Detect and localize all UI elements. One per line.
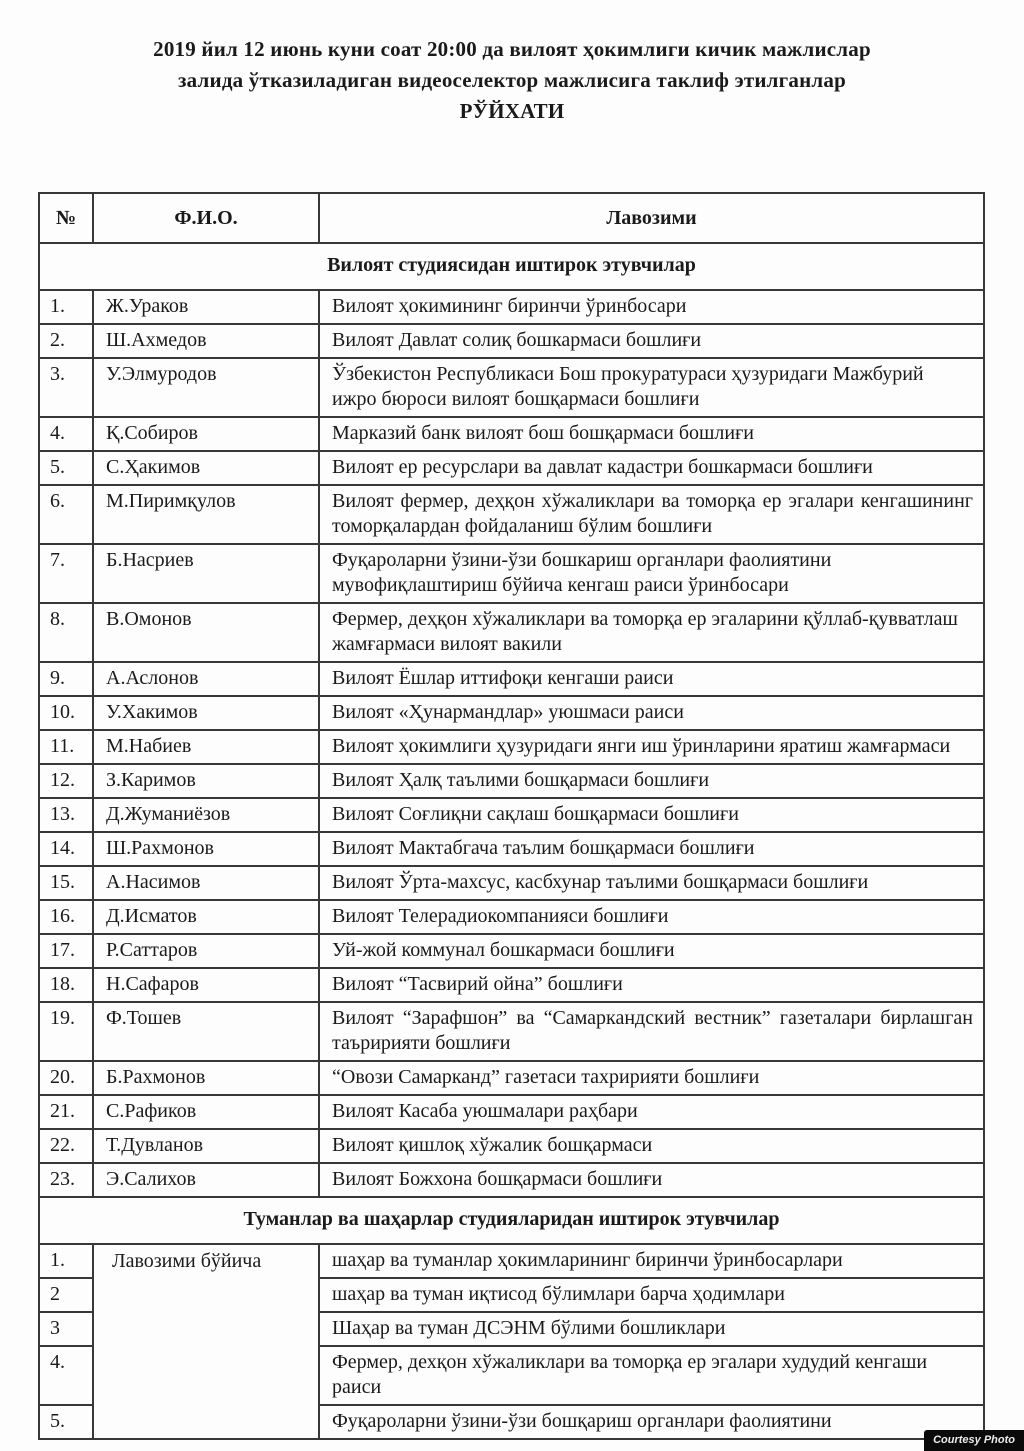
table-row: [39, 324, 984, 358]
person-name: Э.Салихов: [93, 1163, 319, 1197]
row-number: 1.: [39, 1244, 93, 1278]
position-text: Шаҳар ва туман ДСЭНМ бўлими бошликлари: [319, 1312, 984, 1346]
person-name: З.Каримов: [93, 764, 319, 798]
row-number: 4.: [39, 1346, 93, 1405]
row-number: 22.: [39, 1129, 93, 1163]
position-text: Вилоят Божхона бошқармаси бошлиғи: [319, 1163, 984, 1197]
row-number: 14.: [39, 832, 93, 866]
person-name: Б.Рахмонов: [93, 1061, 319, 1095]
row-number: 3.: [39, 358, 93, 417]
table-row: [39, 290, 984, 324]
table-row: [39, 1061, 984, 1095]
position-text: Вилоят Ўрта-махсус, касбхунар таълими бошқармаси бошлиғи: [319, 866, 984, 900]
table-row: [39, 730, 984, 764]
position-text: Фермер, деҳқон хўжаликлари ва томорқа ер эгаларини қўллаб-қувватлаш жамғармаси вилоят вакили: [319, 603, 984, 662]
table-row: [39, 1129, 984, 1163]
row-number: 13.: [39, 798, 93, 832]
row-number: 12.: [39, 764, 93, 798]
row-number: 8.: [39, 603, 93, 662]
person-name: Қ.Собиров: [93, 417, 319, 451]
document-title: [62, 34, 962, 127]
table-row: [39, 696, 984, 730]
table-row: [39, 832, 984, 866]
person-name: Ж.Ураков: [93, 290, 319, 324]
row-number: 7.: [39, 544, 93, 603]
row-number: 23.: [39, 1163, 93, 1197]
person-name: Ф.Тошев: [93, 1002, 319, 1061]
column-header-position: Лавозими: [319, 193, 984, 243]
position-text: Вилоят Давлат солиқ бошкармаси бошлиғи: [319, 324, 984, 358]
scanned-document-page: [0, 34, 1024, 1451]
person-name: Р.Саттаров: [93, 934, 319, 968]
person-name: С.Ҳакимов: [93, 451, 319, 485]
position-text: Вилоят Мактабгача таълим бошқармаси бошлиғи: [319, 832, 984, 866]
row-number: 9.: [39, 662, 93, 696]
table-row: [39, 1002, 984, 1061]
row-number: 5.: [39, 1405, 93, 1439]
person-name: Д.Исматов: [93, 900, 319, 934]
position-text: Фермер, дехқон хўжаликлари ва томорқа ер эгалари худудий кенгаши раиси: [319, 1346, 984, 1405]
table-row: [39, 798, 984, 832]
row-number: 2: [39, 1278, 93, 1312]
position-text: Уй-жой коммунал бошкармаси бошлиғи: [319, 934, 984, 968]
position-text: Ўзбекистон Республикаси Бош прокуратураси ҳузуридаги Мажбурий ижро бюроси вилоят бошқармаси бошлиғи: [319, 358, 984, 417]
position-text: Вилоят Ҳалқ таълими бошқармаси бошлиғи: [319, 764, 984, 798]
table-row: [39, 662, 984, 696]
column-header-fio: Ф.И.О.: [93, 193, 319, 243]
position-text: Вилоят “Зарафшон” ва “Самаркандский вестник” газеталари бирлашган таъририяти бошлиғи: [319, 1002, 984, 1061]
table-row: [39, 934, 984, 968]
position-text: Фуқароларни ўзини-ўзи бошкариш органлари фаолиятини мувофиқлаштириш бўйича кенгаш раиси ўринбосари: [319, 544, 984, 603]
table-row: [39, 1095, 984, 1129]
table-row: [39, 358, 984, 417]
row-number: 21.: [39, 1095, 93, 1129]
position-text: Вилоят ҳокимлиги ҳузуридаги янги иш ўринларини яратиш жамғармаси: [319, 730, 984, 764]
position-text: Вилоят ҳокимининг биринчи ўринбосари: [319, 290, 984, 324]
row-number: 16.: [39, 900, 93, 934]
column-header-number: №: [39, 193, 93, 243]
row-number: 10.: [39, 696, 93, 730]
table-header-row: [39, 193, 984, 243]
table-row: [39, 1244, 984, 1278]
person-name: Ш.Рахмонов: [93, 832, 319, 866]
position-text: Вилоят қишлоқ хўжалик бошқармаси: [319, 1129, 984, 1163]
position-text: Вилоят «Ҳунармандлар» уюшмаси раиси: [319, 696, 984, 730]
position-text: Вилоят “Тасвирий ойна” бошлиғи: [319, 968, 984, 1002]
table-row: [39, 485, 984, 544]
section-title: Туманлар ва шаҳарлар студияларидан иштирок этувчилар: [39, 1197, 984, 1244]
position-text: шаҳар ва туман иқтисод бўлимлари барча ҳодимлари: [319, 1278, 984, 1312]
courtesy-photo-watermark: Courtesy Photo: [924, 1430, 1024, 1451]
table-row: [39, 451, 984, 485]
person-name: М.Пиримқулов: [93, 485, 319, 544]
row-number: 3: [39, 1312, 93, 1346]
person-name: Б.Насриев: [93, 544, 319, 603]
position-text: Вилоят фермер, деҳқон хўжаликлари ва томорқа ер эгалари кенгашининг томорқалардан фойдаланиш бўлим бошлиғи: [319, 485, 984, 544]
person-name: У.Хакимов: [93, 696, 319, 730]
table-row: [39, 764, 984, 798]
section-header-row: [39, 1197, 984, 1244]
table-row: [39, 1163, 984, 1197]
row-number: 2.: [39, 324, 93, 358]
person-name: А.Аслонов: [93, 662, 319, 696]
row-number: 17.: [39, 934, 93, 968]
table-row: [39, 544, 984, 603]
person-name: В.Омонов: [93, 603, 319, 662]
position-text: Марказий банк вилоят бош бошқармаси бошлиғи: [319, 417, 984, 451]
position-text: Вилоят Ёшлар иттифоқи кенгаши раиси: [319, 662, 984, 696]
person-name: С.Рафиков: [93, 1095, 319, 1129]
title-line-1: 2019 йил 12 июнь куни соат 20:00 да вилоят ҳокимлиги кичик мажлислар: [153, 37, 871, 61]
person-name: Н.Сафаров: [93, 968, 319, 1002]
invitees-table: [38, 192, 985, 1440]
position-text: “Овози Самарканд” газетаси тахририяти бошлиғи: [319, 1061, 984, 1095]
person-name: Т.Дувланов: [93, 1129, 319, 1163]
person-name: А.Насимов: [93, 866, 319, 900]
position-text: шаҳар ва туманлар ҳокимларининг биринчи ўринбосарлари: [319, 1244, 984, 1278]
section-title: Вилоят студиясидан иштирок этувчилар: [39, 243, 984, 290]
title-line-2: залида ўтказиладиган видеоселектор мажлисига таклиф этилганлар: [178, 68, 846, 92]
row-number: 18.: [39, 968, 93, 1002]
table-row: [39, 866, 984, 900]
row-number: 15.: [39, 866, 93, 900]
person-name: У.Элмуродов: [93, 358, 319, 417]
table-row: [39, 968, 984, 1002]
position-text: Вилоят Телерадиокомпанияси бошлиғи: [319, 900, 984, 934]
table-row: [39, 603, 984, 662]
row-number: 4.: [39, 417, 93, 451]
row-number: 5.: [39, 451, 93, 485]
table-row: [39, 900, 984, 934]
title-line-3: РЎЙХАТИ: [459, 99, 565, 123]
person-name: Д.Жуманиёзов: [93, 798, 319, 832]
row-number: 20.: [39, 1061, 93, 1095]
row-number: 19.: [39, 1002, 93, 1061]
position-text: Вилоят Соғлиқни сақлаш бошқармаси бошлиғи: [319, 798, 984, 832]
table-body: [39, 243, 984, 1439]
person-name: Ш.Ахмедов: [93, 324, 319, 358]
person-name: М.Набиев: [93, 730, 319, 764]
position-text: Вилоят Касаба уюшмалари раҳбари: [319, 1095, 984, 1129]
section-header-row: [39, 243, 984, 290]
position-text: Вилоят ер ресурслари ва давлат кадастри бошкармаси бошлиғи: [319, 451, 984, 485]
row-number: 11.: [39, 730, 93, 764]
merged-name-cell: Лавозими бўйича: [93, 1244, 319, 1439]
row-number: 6.: [39, 485, 93, 544]
table-row: [39, 417, 984, 451]
position-text: Фуқароларни ўзини-ўзи бошқариш органлари фаолиятини: [319, 1405, 984, 1439]
row-number: 1.: [39, 290, 93, 324]
